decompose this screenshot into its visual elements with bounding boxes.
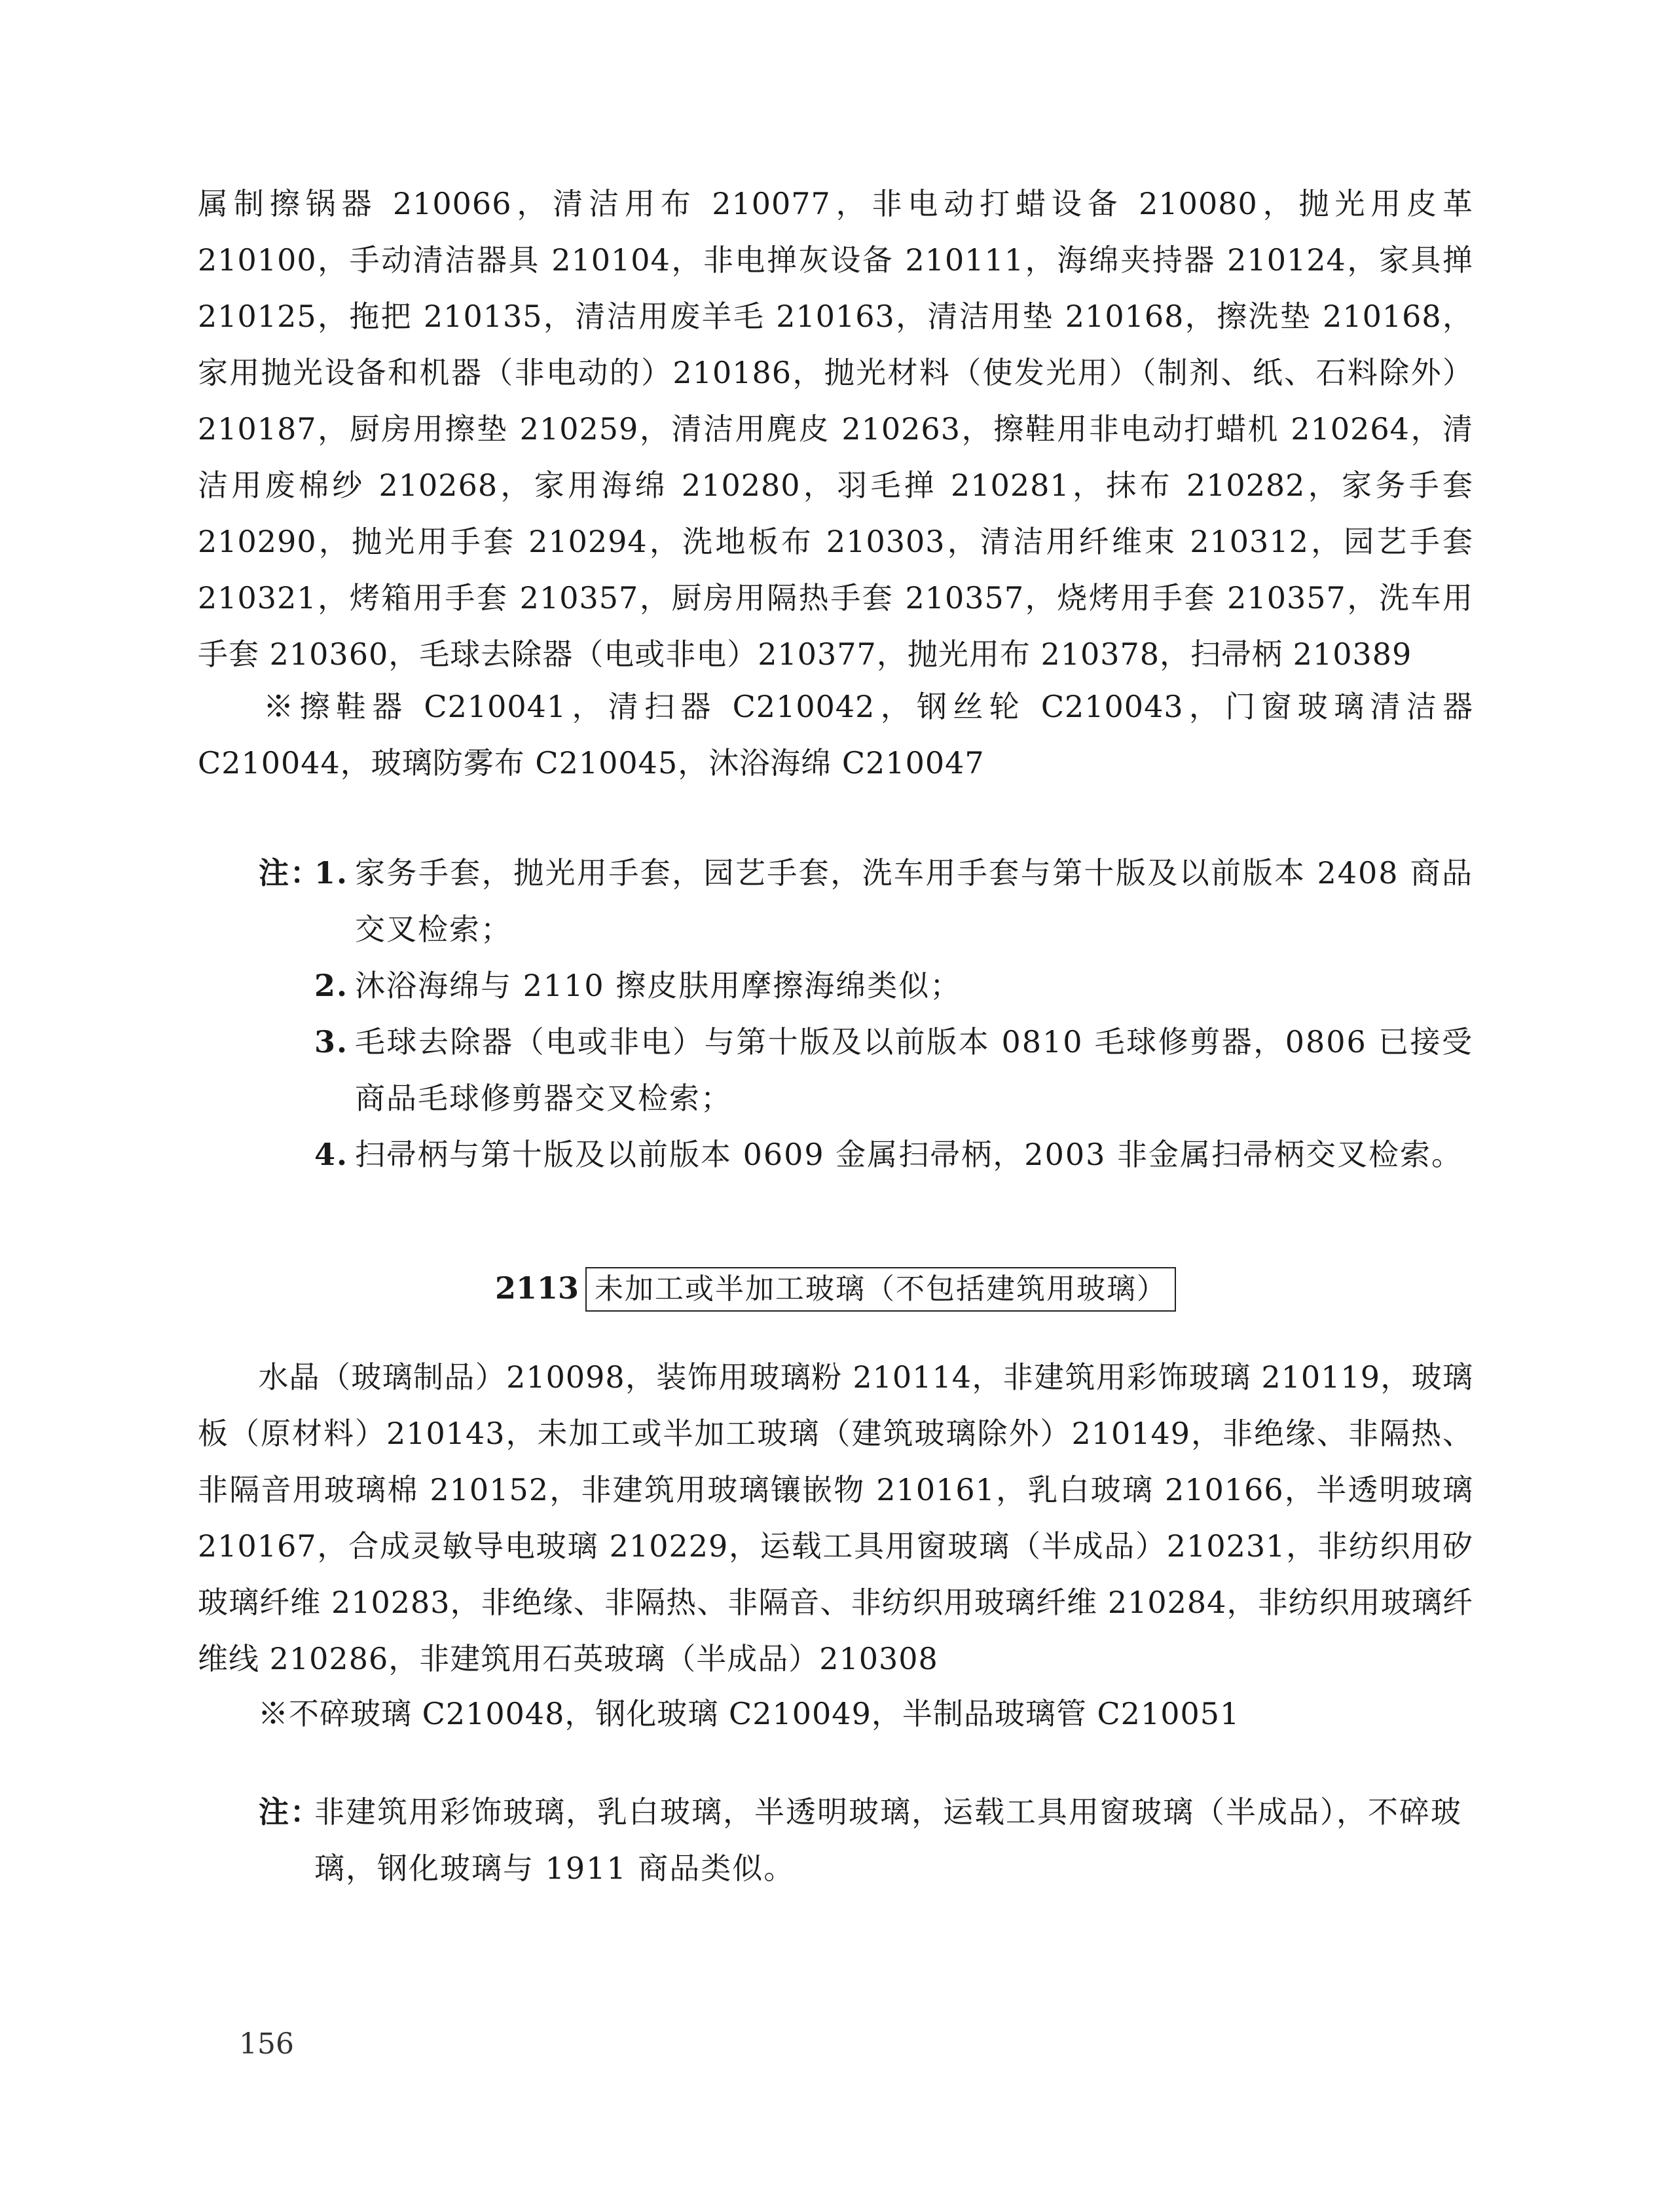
note-item [259,1126,1473,1183]
supplementary-goods-text: ※不碎玻璃 C210048，钢化玻璃 C210049，半制品玻璃管 C210051 [258,1696,1240,1731]
supplementary-goods-paragraph-2112 [198,678,1473,791]
note-item [259,1784,1473,1840]
note-item-continuation [259,1840,1473,1896]
note-number: 4. [314,1137,349,1172]
goods-list-text: 属制擦锅器 210066，清洁用布 210077，非电动打蜡设备 210080，抛光用皮革 210100，手动清洁器具 210104，非电掸灰设备 210111，海绵夹持器 210124，家具掸 210125，拖把 210135，清洁用废羊毛 210163，清洁用垫 210168，擦洗垫 210168，家用抛光设备和机器（非电动的）210186，抛光材料（使发光用）（制剂、纸、石料除外）210187，厨房用擦垫 210259，清洁用麂皮 210263，擦鞋用非电动打蜡机 210264，清洁用废棉纱 210268，家用海绵 210280，羽毛掸 210281，抹布 210282，家务手套 210290，抛光用手套 210294，洗地板布 210303，清洁用纤维束 210312，园艺手套 210321，烤箱用手套 210357，厨房用隔热手套 210357，烧烤用手套 210357，洗车用手套 210360，毛球去除器（电或非电）210377，抛光用布 210378，扫帚柄 210389 [198,186,1473,672]
supplementary-goods-paragraph-2113 [198,1686,1473,1742]
goods-list-paragraph-2113 [198,1349,1473,1687]
note-text-line-2: 璃，钢化玻璃与 1911 商品类似。 [314,1851,796,1886]
note-number: 2. [314,968,349,1003]
note-text-line-1: 非建筑用彩饰玻璃，乳白玻璃，半透明玻璃，运载工具用窗玻璃（半成品），不碎玻 [314,1794,1462,1830]
note-text: 沐浴海绵与 2110 擦皮肤用摩擦海绵类似； [355,968,962,1003]
note-number: 3. [314,1024,349,1060]
section-code: 2113 [494,1270,579,1306]
note-text [314,1784,1462,1840]
note-item [259,1014,1473,1126]
section-title: 未加工或半加工玻璃（不包括建筑用玻璃） [585,1267,1176,1312]
notes-section-2113 [259,1784,1473,1896]
notes-section-2112 [259,845,1473,1183]
page-number: 156 [239,2027,294,2061]
goods-list-paragraph-2112 [198,175,1473,682]
goods-list-text: 水晶（玻璃制品）210098，装饰用玻璃粉 210114，非建筑用彩饰玻璃 210119，玻璃板（原材料）210143，未加工或半加工玻璃（建筑玻璃除外）210149，非绝缘、非隔热、非隔音用玻璃棉 210152，非建筑用玻璃镶嵌物 210161，乳白玻璃 210166，半透明玻璃 210167，合成灵敏导电玻璃 210229，运载工具用窗玻璃（半成品）210231，非纺织用矽玻璃纤维 210283，非绝缘、非隔热、非隔音、非纺织用玻璃纤维 210284，非纺织用玻璃纤维线 210286，非建筑用石英玻璃（半成品）210308 [198,1359,1473,1676]
note-text: 扫帚柄与第十版及以前版本 0609 金属扫帚柄，2003 非金属扫帚柄交叉检索。 [355,1137,1463,1172]
note-label: 注： [259,855,321,891]
supplementary-goods-text: ※擦鞋器 C210041，清扫器 C210042，钢丝轮 C210043，门窗玻璃清洁器 C210044，玻璃防雾布 C210045，沐浴海绵 C210047 [198,689,1473,781]
note-number: 1. [314,855,349,891]
section-heading-2113 [0,1265,1671,1312]
note-text: 家务手套，抛光用手套，园艺手套，洗车用手套与第十版及以前版本 2408 商品交叉检索； [355,855,1473,947]
note-text: 毛球去除器（电或非电）与第十版及以前版本 0810 毛球修剪器，0806 已接受商品毛球修剪器交叉检索； [355,1024,1473,1116]
note-item [259,957,1473,1014]
note-label: 注： [259,1794,321,1830]
note-item [259,845,1473,957]
